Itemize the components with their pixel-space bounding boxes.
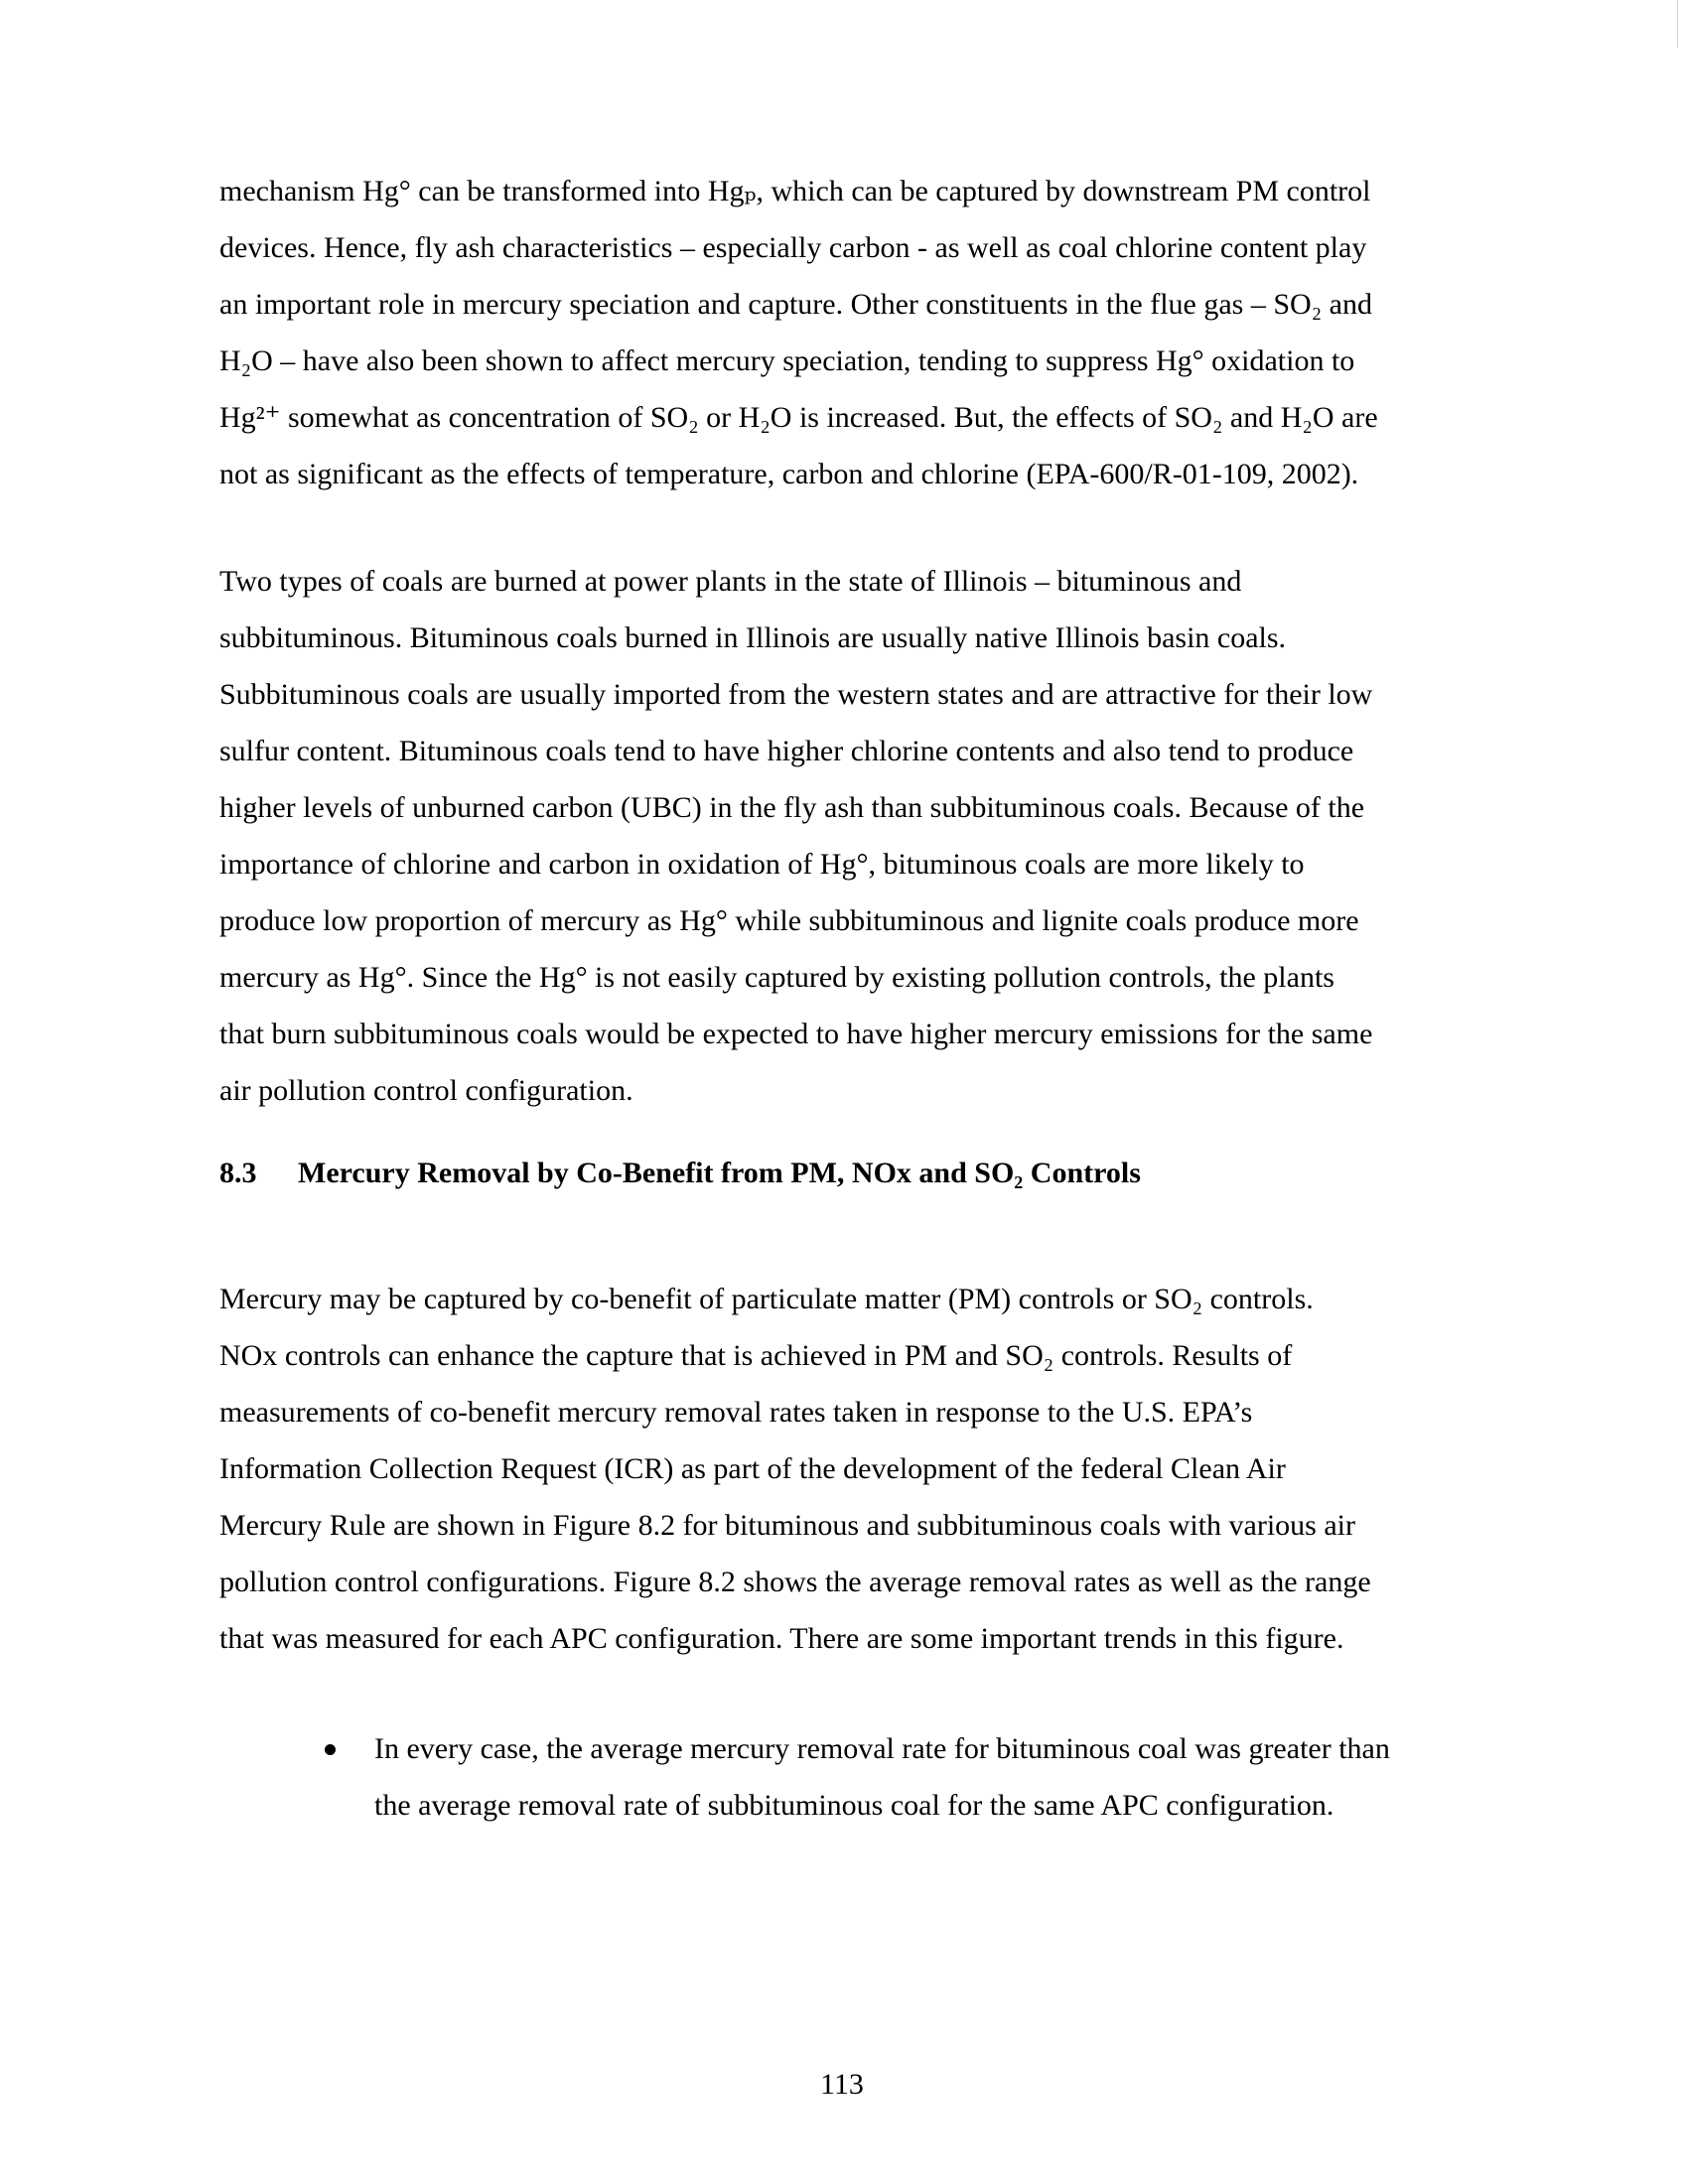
- text-line: Information Collection Request (ICR) as part of the development of the federal Clean Air: [219, 1452, 1286, 1485]
- text-line: mercury as Hg°. Since the Hg° is not easily captured by existing pollution controls, the plants: [219, 961, 1334, 994]
- text-line: air pollution control configuration.: [219, 1074, 633, 1107]
- paragraph-coal-types: [219, 553, 1500, 1119]
- text-line: In every case, the average mercury removal rate for bituminous coal was greater than: [374, 1732, 1390, 1765]
- text-line: the average removal rate of subbituminous coal for the same APC configuration.: [374, 1789, 1334, 1822]
- text-line: measurements of co-benefit mercury removal rates taken in response to the U.S. EPA’s: [219, 1396, 1253, 1429]
- paragraph-co-benefit: [219, 1271, 1500, 1667]
- scan-edge-mark: [1677, 0, 1678, 48]
- section-title: Mercury Removal by Co-Benefit from PM, NOx and SO₂ Controls: [298, 1157, 1141, 1189]
- text-line: not as significant as the effects of temperature, carbon and chlorine (EPA-600/R-01-109, 2002).: [219, 458, 1359, 490]
- text-line: higher levels of unburned carbon (UBC) in the fly ash than subbituminous coals. Because of the: [219, 791, 1365, 824]
- text-line: Subbituminous coals are usually imported from the western states and are attractive for their low: [219, 678, 1373, 711]
- paragraph-mercury-speciation: [219, 163, 1500, 502]
- text-line: Two types of coals are burned at power plants in the state of Illinois – bituminous and: [219, 565, 1242, 598]
- page-number: 113: [820, 2068, 864, 2101]
- text-line: that was measured for each APC configuration. There are some important trends in this figure.: [219, 1622, 1344, 1655]
- text-line: Hg²⁺ somewhat as concentration of SO₂ or H₂O is increased. But, the effects of SO₂ and H₂O are: [219, 401, 1378, 434]
- text-line: sulfur content. Bituminous coals tend to have higher chlorine contents and also tend to produce: [219, 735, 1354, 767]
- text-line: Mercury may be captured by co-benefit of particulate matter (PM) controls or SO₂ controls.: [219, 1283, 1314, 1315]
- bullet-icon: [325, 1744, 336, 1755]
- text-line: pollution control configurations. Figure 8.2 shows the average removal rates as well as the range: [219, 1566, 1371, 1598]
- text-line: Mercury Rule are shown in Figure 8.2 for bituminous and subbituminous coals with various air: [219, 1509, 1355, 1542]
- text-line: that burn subbituminous coals would be expected to have higher mercury emissions for the same: [219, 1018, 1373, 1050]
- list-item: [320, 1720, 1511, 1834]
- text-line: NOx controls can enhance the capture that is achieved in PM and SO₂ controls. Results of: [219, 1339, 1293, 1372]
- text-line: produce low proportion of mercury as Hg° while subbituminous and lignite coals produce more: [219, 904, 1359, 937]
- bullet-list: [320, 1720, 1511, 1834]
- text-line: importance of chlorine and carbon in oxidation of Hg°, bituminous coals are more likely to: [219, 848, 1305, 881]
- text-line: mechanism Hg° can be transformed into Hgₚ, which can be captured by downstream PM control: [219, 175, 1371, 207]
- text-line: subbituminous. Bituminous coals burned in Illinois are usually native Illinois basin coals.: [219, 621, 1287, 654]
- text-line: H₂O – have also been shown to affect mercury speciation, tending to suppress Hg° oxidation to: [219, 344, 1355, 377]
- section-heading: [219, 1157, 1141, 1190]
- section-number: 8.3: [219, 1157, 257, 1189]
- text-line: devices. Hence, fly ash characteristics – especially carbon - as well as coal chlorine content play: [219, 231, 1367, 264]
- text-line: an important role in mercury speciation and capture. Other constituents in the flue gas – SO₂ and: [219, 288, 1372, 321]
